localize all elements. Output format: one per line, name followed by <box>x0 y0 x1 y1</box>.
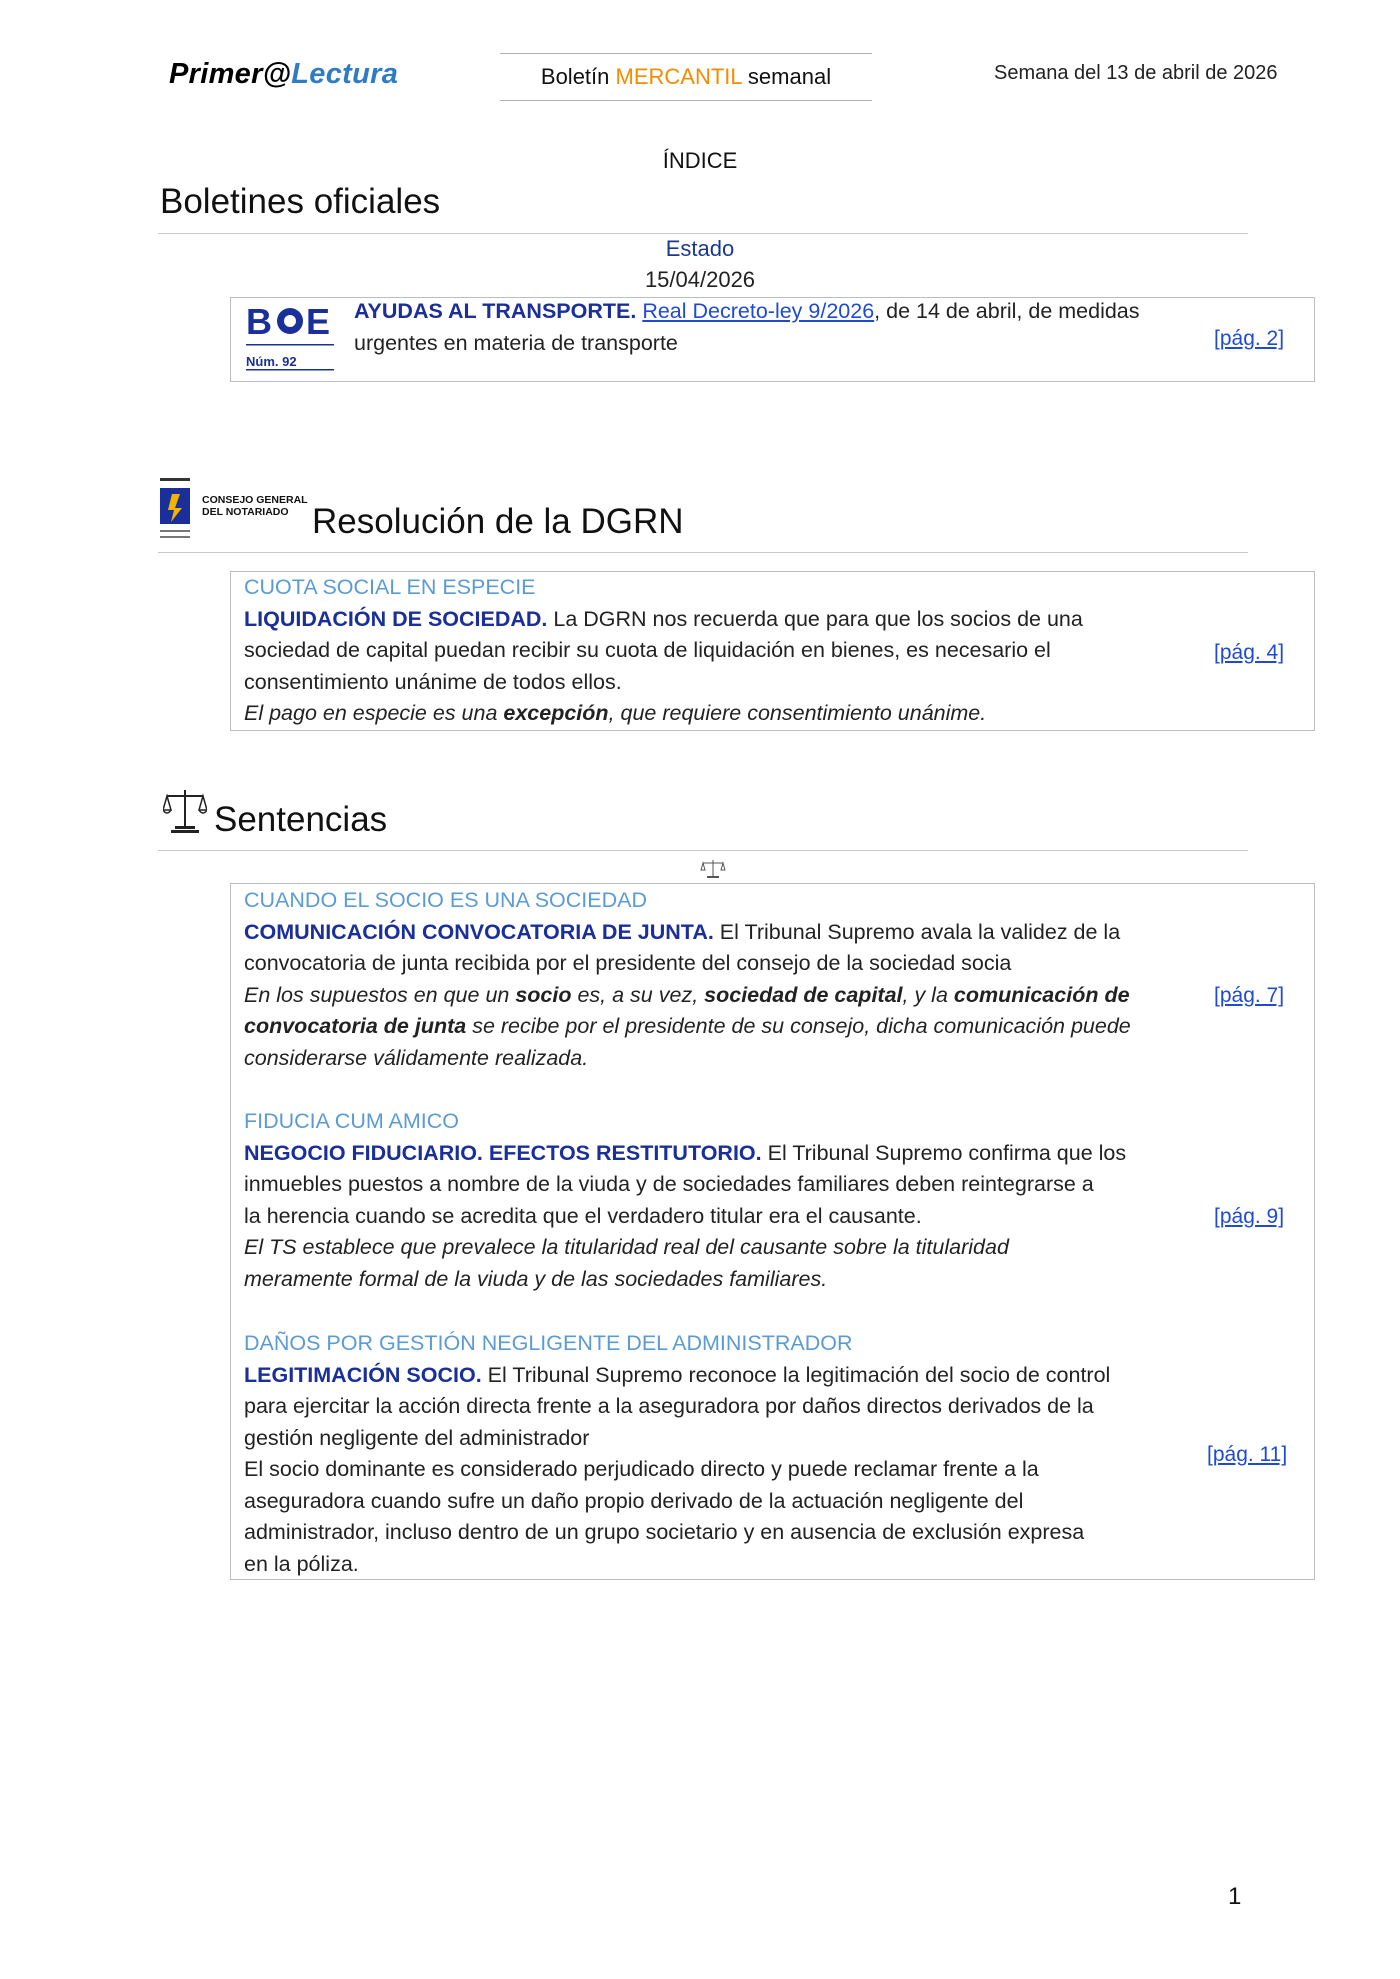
dgrn-entry-summary-a: El pago en especie es una <box>244 701 504 725</box>
boe-entry-text <box>354 296 1174 359</box>
sentencia-2-line1: El Tribunal Supremo confirma que los <box>761 1140 1127 1165</box>
dgrn-entry-summary-c: , que requiere consentimiento unánime. <box>608 701 987 725</box>
sentencia-1-line1: El Tribunal Supremo avala la validez de la <box>713 919 1121 944</box>
sentencia-2-line3: la herencia cuando se acredita que el verdadero titular era el causante. <box>244 1203 922 1228</box>
svg-text:B: B <box>246 301 272 342</box>
boe-date: 15/04/2026 <box>644 267 756 292</box>
sentencia-2-summary-line2: meramente formal de la viuda y de las sociedades familiares. <box>244 1266 828 1291</box>
boe-entry-heading: AYUDAS AL TRANSPORTE. <box>354 299 637 323</box>
bulletin-title-part3: semanal <box>741 64 832 89</box>
sentencia-2-summary-line1: El TS establece que prevalece la titularidad real del causante sobre la titularidad <box>244 1235 1009 1259</box>
sentencia-3-line3: gestión negligente del administrador <box>244 1425 590 1450</box>
brand-logo-part1: Primer@ <box>169 58 292 90</box>
scales-small-icon <box>700 858 726 880</box>
section-divider <box>158 552 1248 553</box>
page-number: 1 <box>1228 1883 1242 1910</box>
sentencia-1-summary-b: socio <box>515 982 572 1007</box>
sentencia-3-line4: El socio dominante es considerado perjudicado directo y puede reclamar frente a la <box>244 1457 1039 1481</box>
brand-logo-part2: Lectura <box>291 58 399 90</box>
dgrn-page-link[interactable]: [pág. 4] <box>1214 641 1285 664</box>
dgrn-entry-line1: La DGRN nos recuerda que para que los socios de una <box>547 606 1083 631</box>
section-divider <box>158 233 1248 234</box>
sentencia-1-summary-f: comunicación de <box>953 982 1130 1007</box>
sentencia-3-line5: aseguradora cuando sufre un daño propio derivado de la actuación negligente del <box>244 1488 1024 1513</box>
section-title-dgrn: Resolución de la DGRN <box>312 502 684 541</box>
sentencia-1-summary-a: En los supuestos en que un <box>244 982 516 1007</box>
sentencia-1-summary-end: considerarse válidamente realizada. <box>244 1045 589 1070</box>
sentencia-3-line6: administrador, incluso dentro de un grupo societario y en ausencia de exclusión expresa <box>244 1520 1085 1544</box>
sentencia-3-category: DAÑOS POR GESTIÓN NEGLIGENTE DEL ADMINISTRADOR <box>244 1331 853 1355</box>
subsection-estado: Estado <box>665 236 735 261</box>
sentencia-1-summary-c: es, a su vez, <box>571 982 705 1007</box>
boe-entry-text-rest: , de 14 de abril, de medidas <box>874 299 1140 323</box>
week-date: Semana del 13 de abril de 2026 <box>994 62 1278 84</box>
boe-number: Núm. 92 <box>246 354 297 369</box>
sentencia-2-line2: inmuebles puestos a nombre de la viuda y de sociedades familiares deben reintegrarse a <box>244 1172 1094 1196</box>
sentencia-1-summary-e: , y la <box>902 982 954 1007</box>
sentencia-1-summary-g: convocatoria de junta <box>244 1014 467 1038</box>
bulletin-title <box>500 53 872 101</box>
dgrn-entry-line2: sociedad de capital puedan recibir su cuota de liquidación en bienes, es necesario el <box>244 638 1051 662</box>
sentencia-1-heading: COMUNICACIÓN CONVOCATORIA DE JUNTA. <box>244 919 714 944</box>
sentencia-2-category: FIDUCIA CUM AMICO <box>244 1109 460 1133</box>
dgrn-entry-summary-b: excepción <box>503 701 609 725</box>
dgrn-entry-category: CUOTA SOCIAL EN ESPECIE <box>244 575 536 599</box>
notary-logo-text-line2: DEL NOTARIADO <box>202 506 289 518</box>
dgrn-entry-line3: consentimiento unánime de todos ellos. <box>244 669 622 694</box>
boe-page-link[interactable]: [pág. 2] <box>1214 327 1285 350</box>
section-title-boletines: Boletines oficiales <box>160 182 441 221</box>
sentencia-entry-2 <box>244 1106 1168 1295</box>
sentencia-1-line2: convocatoria de junta recibida por el presidente del consejo de la sociedad socia <box>244 951 1012 975</box>
sentencia-1-category: CUANDO EL SOCIO ES UNA SOCIEDAD <box>244 888 648 912</box>
notary-logo-text <box>202 494 308 518</box>
sentencia-2-heading: NEGOCIO FIDUCIARIO. EFECTOS RESTITUTORIO. <box>244 1140 762 1165</box>
index-heading: ÍNDICE <box>662 148 738 173</box>
sentencia-2-page-link[interactable]: [pág. 9] <box>1214 1205 1285 1228</box>
sentencia-entry-1 <box>244 885 1168 1074</box>
dgrn-entry-text <box>244 572 1168 730</box>
sentencia-3-line7: en la póliza. <box>244 1551 359 1576</box>
bulletin-title-part1: Boletín <box>540 64 616 89</box>
dgrn-entry-heading: LIQUIDACIÓN DE SOCIEDAD. <box>244 606 548 631</box>
brand-logo <box>169 58 398 91</box>
sentencia-1-page-link[interactable]: [pág. 7] <box>1214 984 1285 1007</box>
scales-of-justice-icon <box>163 786 207 834</box>
sentencia-1-summary-d: sociedad de capital <box>704 982 903 1007</box>
bulletin-title-mercantil: MERCANTIL <box>615 64 742 89</box>
sentencia-entry-3 <box>244 1328 1168 1580</box>
section-divider <box>158 850 1248 851</box>
boe-entry-text-line2: urgentes en materia de transporte <box>354 330 678 355</box>
notary-logo-text-line1: CONSEJO GENERAL <box>202 494 308 506</box>
sentencia-3-line2: para ejercitar la acción directa frente a la aseguradora por daños directos derivados de la <box>244 1394 1094 1418</box>
sentencia-1-summary-h: se recibe por el presidente de su consejo, dicha comunicación puede <box>466 1014 1131 1038</box>
sentencia-3-heading: LEGITIMACIÓN SOCIO. <box>244 1362 482 1387</box>
sentencia-3-page-link[interactable]: [pág. 11] <box>1207 1443 1288 1466</box>
section-title-sentencias: Sentencias <box>214 800 388 839</box>
sentencia-3-line1: El Tribunal Supremo reconoce la legitimación del socio de control <box>481 1362 1111 1387</box>
svg-text:E: E <box>306 301 331 342</box>
boe-entry-link[interactable]: Real Decreto-ley 9/2026 <box>642 299 875 323</box>
